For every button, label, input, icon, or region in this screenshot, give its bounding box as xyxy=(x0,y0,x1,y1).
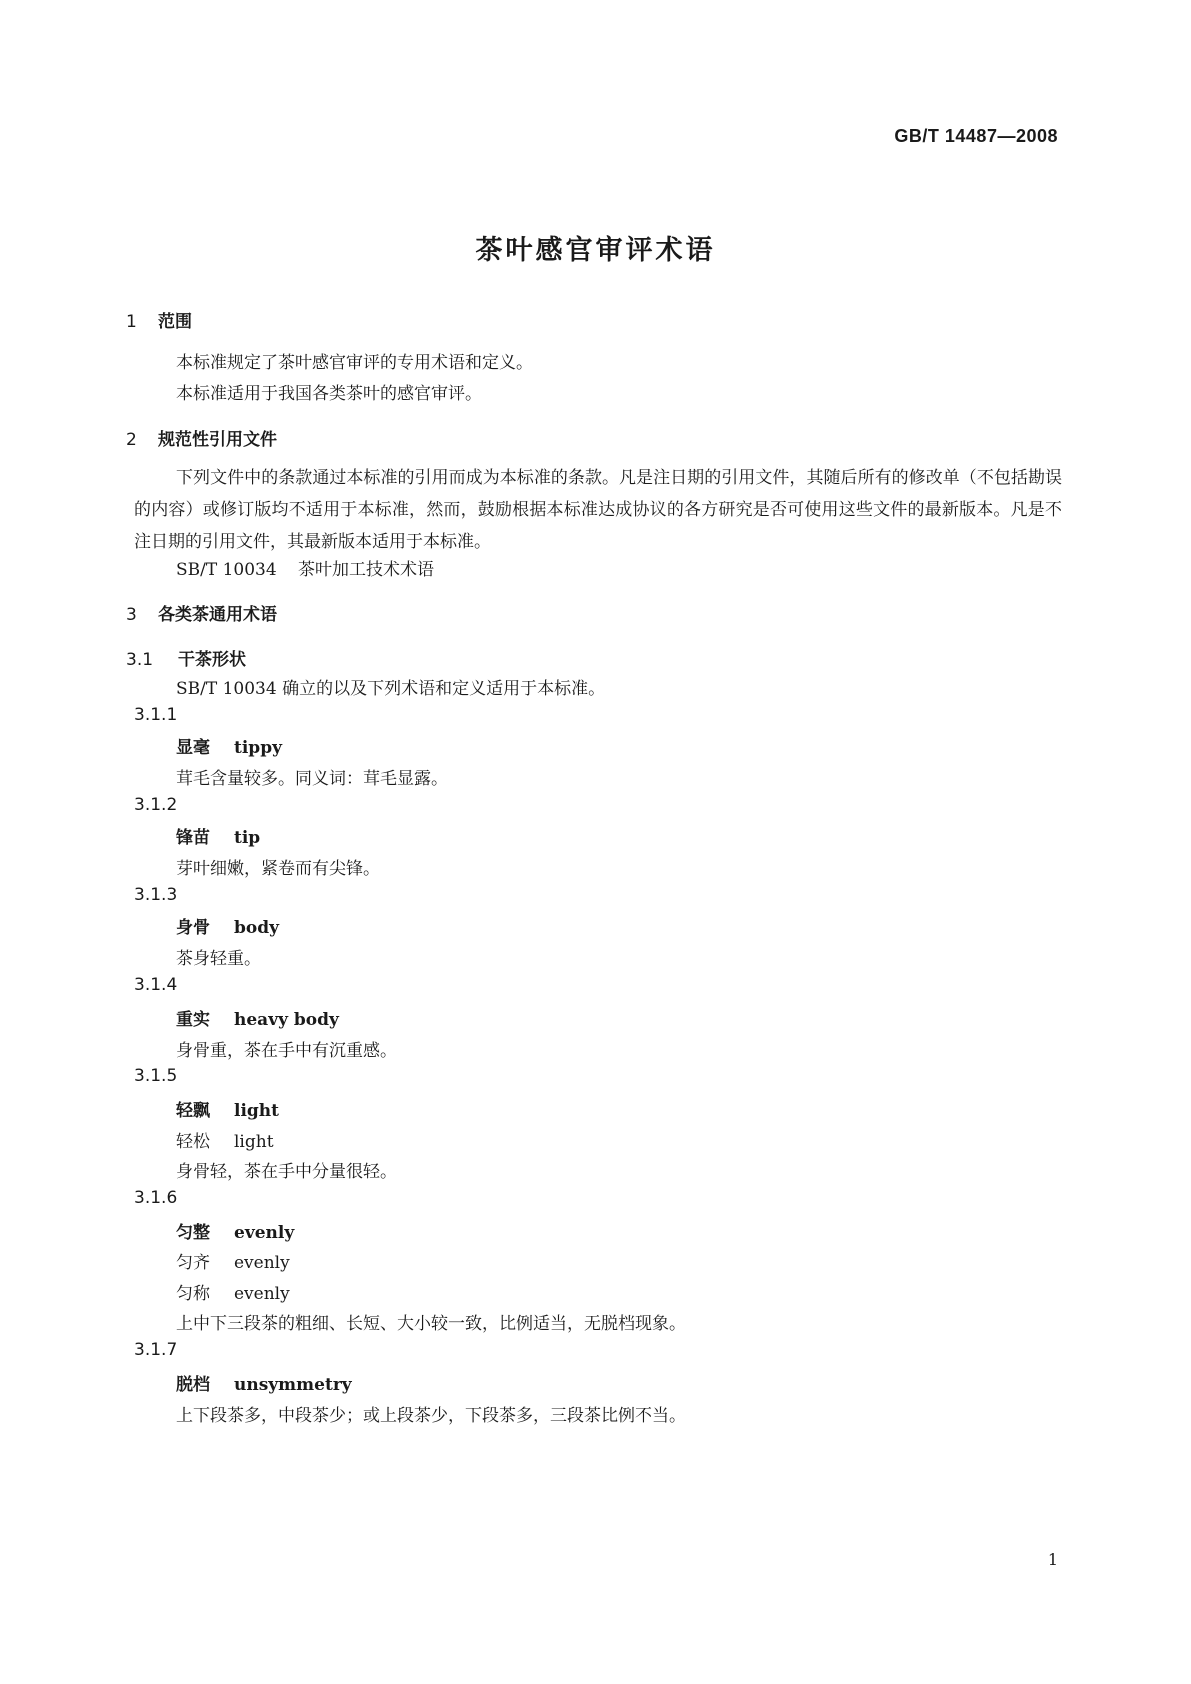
section-1-heading xyxy=(126,307,192,332)
term-entry xyxy=(176,1005,339,1030)
term-entry xyxy=(176,823,260,848)
subsection-title: 干茶形状 xyxy=(178,650,246,670)
clause-number: 3.1.4 xyxy=(134,975,178,995)
section-2-heading xyxy=(126,425,277,450)
term-definition: 上中下三段茶的粗细、长短、大小较一致，比例适当，无脱档现象。 xyxy=(176,1314,686,1334)
reference-code: SB/T 10034 xyxy=(176,560,277,580)
reference-entry xyxy=(176,555,434,580)
term-zh: 重实 xyxy=(176,1010,210,1030)
term-entry xyxy=(176,733,282,758)
term-entry xyxy=(176,1370,352,1395)
term-zh: 脱档 xyxy=(176,1375,210,1395)
standard-number: GB/T 14487—2008 xyxy=(894,126,1058,146)
term-zh: 身骨 xyxy=(176,918,210,938)
term-definition: 身骨重，茶在手中有沉重感。 xyxy=(176,1041,397,1061)
synonym-en: light xyxy=(234,1132,274,1152)
section-title: 各类茶通用术语 xyxy=(158,605,277,625)
term-en: heavy body xyxy=(234,1010,339,1030)
term-definition: 上下段茶多，中段茶少；或上段茶少，下段茶多，三段茶比例不当。 xyxy=(176,1406,686,1426)
term-zh: 轻飘 xyxy=(176,1101,210,1121)
scope-line-2: 本标准适用于我国各类茶叶的感官审评。 xyxy=(176,384,482,404)
term-en: evenly xyxy=(234,1223,295,1243)
normative-references-paragraph: 下列文件中的条款通过本标准的引用而成为本标准的条款。凡是注日期的引用文件，其随后所有的修改单（不包括勘误的内容）或修订版均不适用于本标准，然而，鼓励根据本标准达成协议的各方研究是否可使用这些文件的最新版本。凡是不注日期的引用文件，其最新版本适用于本标准。 xyxy=(134,468,1062,552)
subsection-intro: SB/T 10034 确立的以及下列术语和定义适用于本标准。 xyxy=(176,679,606,699)
clause-number: 3.1.1 xyxy=(134,705,178,725)
page-number: 1 xyxy=(1047,1550,1058,1569)
term-en: tip xyxy=(234,828,261,848)
term-zh: 锋苗 xyxy=(176,828,210,848)
term-definition: 身骨轻，茶在手中分量很轻。 xyxy=(176,1162,397,1182)
term-entry xyxy=(176,1096,279,1121)
synonym-entry xyxy=(176,1279,290,1304)
reference-name: 茶叶加工技术术语 xyxy=(298,560,434,580)
term-definition: 茶身轻重。 xyxy=(176,949,261,969)
term-en: light xyxy=(234,1101,280,1121)
section-3-heading xyxy=(126,600,277,625)
section-number: 2 xyxy=(126,430,137,450)
synonym-zh: 匀齐 xyxy=(176,1253,210,1273)
synonym-entry xyxy=(176,1248,290,1273)
term-definition: 芽叶细嫩，紧卷而有尖锋。 xyxy=(176,859,380,879)
clause-number: 3.1.7 xyxy=(134,1340,178,1360)
term-zh: 匀整 xyxy=(176,1223,210,1243)
subsection-3-1-heading xyxy=(126,645,246,670)
term-zh: 显毫 xyxy=(176,738,210,758)
section-number: 3 xyxy=(126,605,137,625)
subsection-number: 3.1 xyxy=(126,650,154,670)
synonym-entry xyxy=(176,1127,274,1152)
section-title: 范围 xyxy=(158,312,192,332)
clause-number: 3.1.3 xyxy=(134,885,178,905)
term-en: body xyxy=(234,918,279,938)
term-entry xyxy=(176,913,279,938)
scope-line-1: 本标准规定了茶叶感官审评的专用术语和定义。 xyxy=(176,353,533,373)
synonym-en: evenly xyxy=(234,1253,290,1273)
clause-number: 3.1.6 xyxy=(134,1188,178,1208)
clause-number: 3.1.2 xyxy=(134,795,178,815)
section-number: 1 xyxy=(126,312,137,332)
term-en: tippy xyxy=(234,738,282,758)
synonym-zh: 匀称 xyxy=(176,1284,210,1304)
section-title: 规范性引用文件 xyxy=(158,430,277,450)
clause-number: 3.1.5 xyxy=(134,1066,178,1086)
synonym-zh: 轻松 xyxy=(176,1132,210,1152)
term-en: unsymmetry xyxy=(234,1375,352,1395)
term-entry xyxy=(176,1218,294,1243)
term-definition: 茸毛含量较多。同义词：茸毛显露。 xyxy=(176,769,448,789)
synonym-en: evenly xyxy=(234,1284,290,1304)
document-title: 茶叶感官审评术语 xyxy=(475,235,716,266)
